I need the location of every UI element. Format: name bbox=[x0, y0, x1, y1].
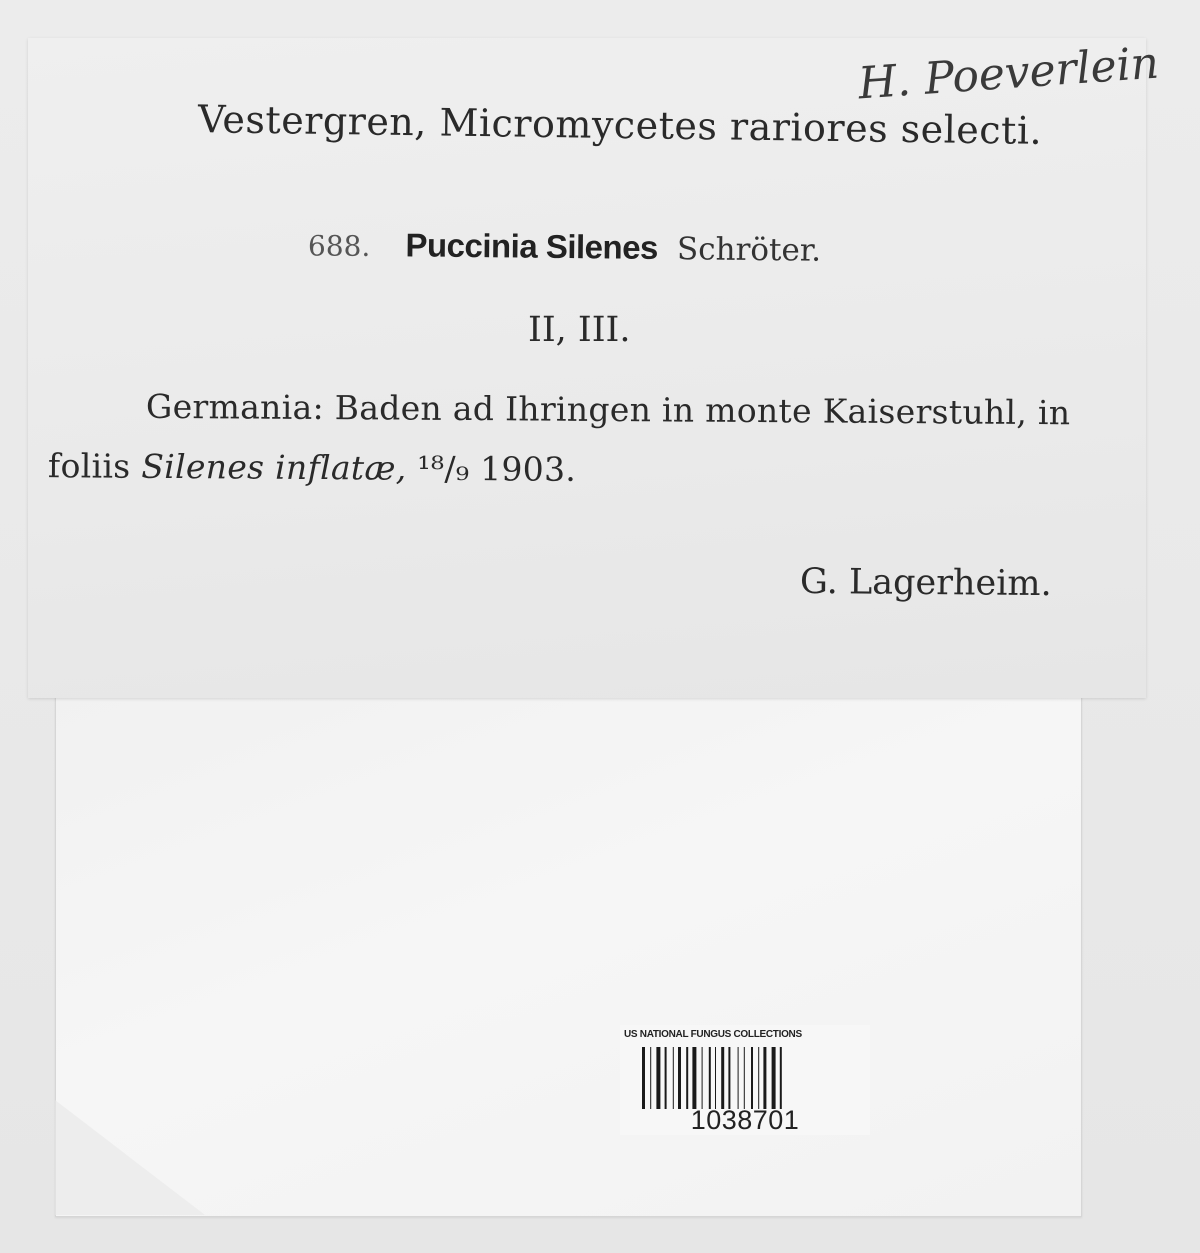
barcode-label bbox=[620, 1025, 870, 1135]
barcode-bar bbox=[686, 1047, 688, 1109]
host-name: Silenes inflatæ, bbox=[141, 446, 407, 488]
barcode-bar bbox=[721, 1047, 724, 1109]
locality-prefix: foliis bbox=[47, 446, 131, 486]
specimen-envelope bbox=[55, 690, 1082, 1217]
collection-date: ¹⁸/₉ 1903. bbox=[417, 448, 577, 489]
handwritten-annotation: H. Poeverlein bbox=[856, 37, 1161, 110]
barcode-bar bbox=[738, 1047, 739, 1109]
barcode-number: 1038701 bbox=[690, 1105, 800, 1135]
series-title: Vestergren, Micromycetes rariores selecti. bbox=[197, 97, 1043, 153]
barcode-bar bbox=[780, 1047, 782, 1109]
specimen-number: 688. bbox=[307, 229, 371, 263]
barcode-bar bbox=[751, 1047, 753, 1109]
locality-line-1: Germania: Baden ad Ihringen in monte Kaiserstuhl, in bbox=[145, 386, 1071, 433]
barcode-bar bbox=[763, 1047, 766, 1109]
collector-name: G. Lagerheim. bbox=[799, 561, 1052, 605]
locality-line-2 bbox=[48, 446, 576, 489]
barcode-bar bbox=[665, 1047, 667, 1109]
species-author: Schröter. bbox=[676, 231, 822, 269]
barcode-bar bbox=[772, 1047, 776, 1109]
barcode-bar bbox=[758, 1047, 759, 1109]
species-line bbox=[308, 225, 821, 268]
barcode-bar bbox=[744, 1047, 745, 1109]
specimen-label bbox=[28, 37, 1161, 698]
barcode-bar bbox=[728, 1047, 730, 1109]
barcode-header: US NATIONAL FUNGUS COLLECTIONS bbox=[624, 1029, 802, 1040]
barcode-bar bbox=[650, 1047, 651, 1109]
barcode-bar bbox=[673, 1047, 674, 1109]
barcode-bar bbox=[642, 1047, 645, 1109]
barcode-bar bbox=[702, 1047, 703, 1109]
barcode-bars bbox=[642, 1047, 848, 1109]
envelope-flap bbox=[55, 1100, 205, 1215]
barcode-bar bbox=[709, 1047, 711, 1109]
barcode-bar bbox=[715, 1047, 716, 1109]
barcode-bar bbox=[678, 1047, 681, 1109]
spore-stages: II, III. bbox=[528, 310, 631, 350]
barcode-bar bbox=[692, 1047, 696, 1109]
barcode-bar bbox=[656, 1047, 660, 1109]
species-name: Puccinia Silenes bbox=[405, 226, 659, 266]
